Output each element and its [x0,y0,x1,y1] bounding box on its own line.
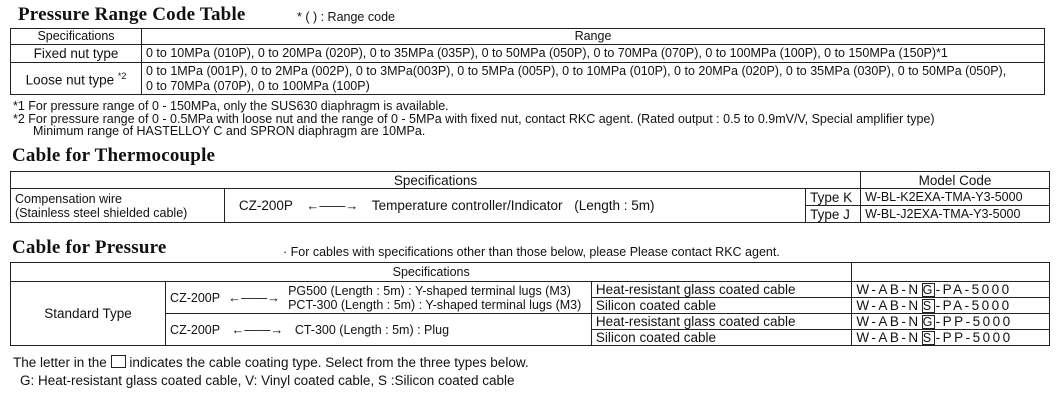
plug-line: CT-300 (Length : 5m) : Plug [294,322,450,337]
thermocouple-table [10,171,1050,223]
coating-letter-box: G [922,283,935,297]
cable-name: CZ-200P [170,290,221,305]
compensation-sublabel: (Stainless steel shielded cable) [15,205,188,220]
col-spec-header: Specifications [11,29,142,45]
coat-cell: Silicon coated cable [591,330,851,346]
model-code-cell [852,330,1050,346]
cable-name: CZ-200P [170,322,220,337]
coating-footer-line2: G: Heat-resistant glass coated cable, V: Vinyl coated cable, S :Silicon coated cable [20,373,515,388]
pressure-cable-header-blank [852,263,1050,282]
code-suffix: -PA-5000 [935,298,1012,313]
group1-cell [166,282,592,314]
standard-type-cell: Standard Type [11,282,166,346]
coating-letter-box: S [922,331,934,345]
type-cell: Type K [806,189,861,206]
cable-length: (Length : 5m) [574,198,655,213]
range-line: 0 to 1MPa (001P), 0 to 2MPa (002P), 0 to 3MPa(003P), 0 to 5MPa (005P), 0 to 10MPa (010P), 0 to 20MPa (020P), 0 to 35MPa (030P), 0 to 50MPa (050P), [146,63,1007,78]
destination: Temperature controller/Indicator [371,198,563,213]
model-code-cell [852,298,1050,314]
code-prefix: W-AB-N [856,298,921,313]
spec-cell [11,63,142,95]
code-suffix: -PA-5000 [935,282,1012,297]
pressure-notes [13,100,935,138]
double-arrow-icon: ←——→ [306,198,359,213]
spec-label: Loose nut type [25,72,115,88]
double-arrow-icon: ←——→ [228,289,281,305]
pressure-cable-title: Cable for Pressure [12,237,167,258]
range-cell: 0 to 10MPa (010P), 0 to 20MPa (020P), 0 to 35MPa (035P), 0 to 50MPa (050P), 0 to 70MPa (070P), 0 to 100MPa (100P), 0 to 150MPa (150P)*1 [142,45,1045,63]
table-row [11,314,1050,330]
coating-footer-line1 [13,355,529,370]
model-code-cell [852,314,1050,330]
code-prefix: W-AB-N [856,282,921,297]
table-row [11,63,1045,95]
table-row [11,189,1050,206]
note-3: Minimum range of HASTELLOY C and SPRON diaphragm are 10MPa. [33,124,426,138]
coat-cell: Heat-resistant glass coated cable [591,282,851,298]
terminal-line: PG500 (Length : 5m) : Y-shaped terminal lugs (M3) [288,283,571,298]
footer-text: indicates the cable coating type. Select from the three types below. [129,355,529,370]
cable-name: CZ-200P [238,198,293,213]
coating-letter-box: S [922,299,934,313]
compensation-label: Compensation wire [15,191,122,206]
note-1: *1 For pressure range of 0 - 150MPa, only the SUS630 diaphragm is available. [13,99,449,113]
pressure-range-title: Pressure Range Code Table [18,4,246,25]
terminal-line: PCT-300 (Length : 5m) : Y-shaped terminal lugs (M3) [288,297,582,312]
model-code-cell [852,282,1050,298]
pressure-cable-table [10,262,1050,346]
compensation-wire-cell [11,189,225,223]
footer-text: The letter in the [13,355,107,370]
range-line: 0 to 70MPa (070P), 0 to 100MPa (100P) [146,78,370,93]
thermo-spec-header: Specifications [11,172,861,189]
coat-cell: Heat-resistant glass coated cable [591,314,851,330]
model-code-cell: W-BL-J2EXA-TMA-Y3-5000 [861,206,1050,223]
thermo-model-header: Model Code [861,172,1050,189]
pressure-cable-note: · For cables with specifications other than those below, please Please contact RKC agent. [283,245,780,259]
code-prefix: W-AB-N [856,314,921,329]
code-prefix: W-AB-N [856,330,921,345]
model-code-cell: W-BL-K2EXA-TMA-Y3-5000 [861,189,1050,206]
empty-box-icon [111,355,126,368]
thermocouple-title: Cable for Thermocouple [12,145,216,166]
spec-cell: Fixed nut type [11,45,142,63]
thermo-connection-cell [224,189,805,223]
range-cell [142,63,1045,95]
coat-cell: Silicon coated cable [591,298,851,314]
pressure-range-table [10,28,1045,95]
range-code-note: * ( ) : Range code [297,10,395,24]
note-2: *2 For pressure range of 0 - 0.5MPa with loose nut and the range of 0 - 5MPa with fixed nut, contact RKC agent. (Rated output : 0.5 to 0.9mV/V, Special amplifier type) [13,111,935,126]
coating-letter-box: G [922,315,935,329]
code-suffix: -PP-5000 [935,314,1013,329]
code-suffix: -PP-5000 [935,330,1013,345]
table-row [11,45,1045,63]
col-range-header: Range [142,29,1045,45]
footnote-marker: *2 [117,71,127,82]
double-arrow-icon: ←——→ [231,321,284,337]
table-row [11,282,1050,298]
pressure-cable-spec-header: Specifications [11,263,852,282]
type-cell: Type J [806,206,861,223]
group2-cell [166,314,592,346]
